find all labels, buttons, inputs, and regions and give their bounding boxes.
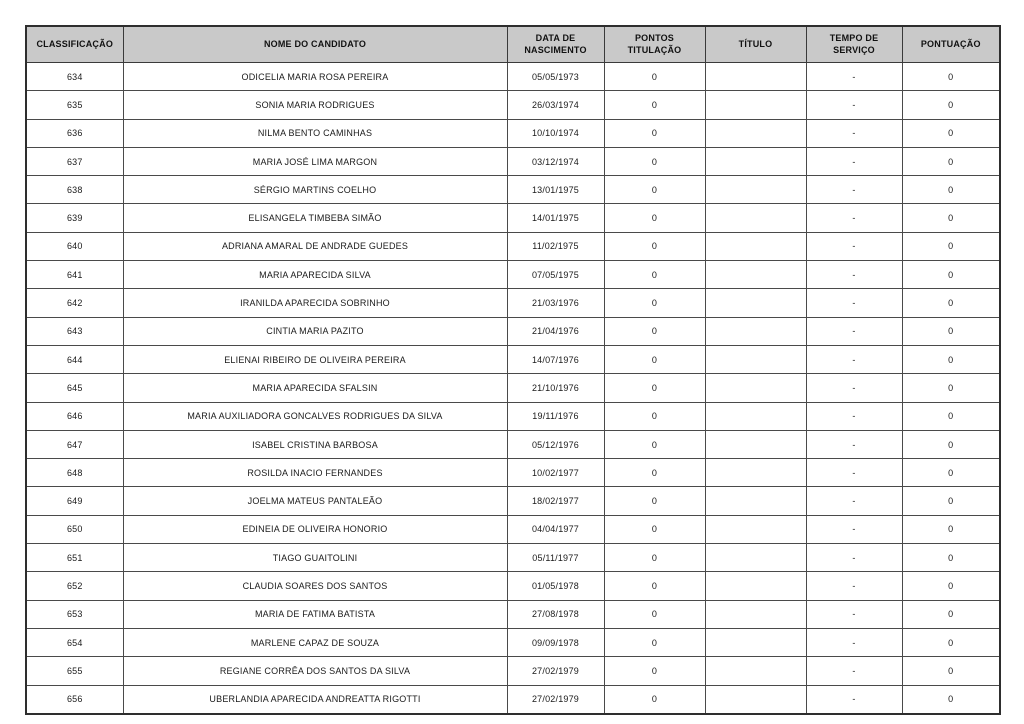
cell-pontuacao: 0 [902, 657, 1000, 685]
cell-pontuacao: 0 [902, 487, 1000, 515]
table-row [26, 430, 1000, 458]
cell-titulo [705, 176, 806, 204]
table-row [26, 91, 1000, 119]
cell-tempo-servico: - [806, 204, 902, 232]
table-row [26, 628, 1000, 656]
cell-nome: SÉRGIO MARTINS COELHO [123, 176, 507, 204]
cell-nascimento: 27/08/1978 [507, 600, 604, 628]
cell-nome: SONIA MARIA RODRIGUES [123, 91, 507, 119]
cell-nascimento: 19/11/1976 [507, 402, 604, 430]
cell-titulo [705, 544, 806, 572]
cell-titulo [705, 572, 806, 600]
cell-nascimento: 05/12/1976 [507, 430, 604, 458]
table-row [26, 572, 1000, 600]
cell-pontuacao: 0 [902, 261, 1000, 289]
cell-pontos-titulacao: 0 [604, 402, 705, 430]
cell-pontos-titulacao: 0 [604, 147, 705, 175]
table-row [26, 147, 1000, 175]
cell-nascimento: 14/07/1976 [507, 345, 604, 373]
cell-nome: UBERLANDIA APARECIDA ANDREATTA RIGOTTI [123, 685, 507, 714]
cell-nascimento: 14/01/1975 [507, 204, 604, 232]
cell-nome: ELISANGELA TIMBEBA SIMÃO [123, 204, 507, 232]
table-row [26, 515, 1000, 543]
cell-nome: JOELMA MATEUS PANTALEÃO [123, 487, 507, 515]
cell-pontuacao: 0 [902, 572, 1000, 600]
cell-tempo-servico: - [806, 459, 902, 487]
table-row [26, 374, 1000, 402]
cell-pontos-titulacao: 0 [604, 544, 705, 572]
cell-tempo-servico: - [806, 119, 902, 147]
cell-tempo-servico: - [806, 544, 902, 572]
cell-nascimento: 01/05/1978 [507, 572, 604, 600]
cell-titulo [705, 63, 806, 91]
cell-titulo [705, 317, 806, 345]
cell-classificacao: 648 [26, 459, 123, 487]
cell-nascimento: 27/02/1979 [507, 657, 604, 685]
cell-pontuacao: 0 [902, 119, 1000, 147]
cell-pontos-titulacao: 0 [604, 261, 705, 289]
table-row [26, 119, 1000, 147]
table-row [26, 289, 1000, 317]
cell-classificacao: 640 [26, 232, 123, 260]
cell-nascimento: 18/02/1977 [507, 487, 604, 515]
cell-pontuacao: 0 [902, 317, 1000, 345]
header-classificacao: CLASSIFICAÇÃO [26, 26, 123, 63]
cell-pontos-titulacao: 0 [604, 289, 705, 317]
table-row [26, 317, 1000, 345]
cell-nascimento: 21/04/1976 [507, 317, 604, 345]
cell-nome: EDINEIA DE OLIVEIRA HONORIO [123, 515, 507, 543]
cell-pontos-titulacao: 0 [604, 176, 705, 204]
cell-titulo [705, 430, 806, 458]
cell-nascimento: 04/04/1977 [507, 515, 604, 543]
cell-tempo-servico: - [806, 600, 902, 628]
cell-classificacao: 647 [26, 430, 123, 458]
table-row [26, 204, 1000, 232]
cell-classificacao: 644 [26, 345, 123, 373]
cell-nome: ELIENAI RIBEIRO DE OLIVEIRA PEREIRA [123, 345, 507, 373]
table-row [26, 402, 1000, 430]
cell-tempo-servico: - [806, 176, 902, 204]
table-header [26, 26, 1000, 63]
cell-pontuacao: 0 [902, 176, 1000, 204]
cell-tempo-servico: - [806, 515, 902, 543]
table-row [26, 232, 1000, 260]
cell-titulo [705, 374, 806, 402]
cell-pontos-titulacao: 0 [604, 63, 705, 91]
cell-nome: MARIA DE FATIMA BATISTA [123, 600, 507, 628]
cell-pontuacao: 0 [902, 63, 1000, 91]
cell-classificacao: 634 [26, 63, 123, 91]
cell-pontuacao: 0 [902, 204, 1000, 232]
cell-titulo [705, 261, 806, 289]
cell-nascimento: 07/05/1975 [507, 261, 604, 289]
cell-pontuacao: 0 [902, 459, 1000, 487]
cell-titulo [705, 345, 806, 373]
cell-classificacao: 646 [26, 402, 123, 430]
cell-tempo-servico: - [806, 345, 902, 373]
cell-tempo-servico: - [806, 685, 902, 714]
cell-pontuacao: 0 [902, 232, 1000, 260]
cell-pontos-titulacao: 0 [604, 685, 705, 714]
cell-tempo-servico: - [806, 289, 902, 317]
cell-classificacao: 656 [26, 685, 123, 714]
cell-classificacao: 641 [26, 261, 123, 289]
cell-nome: ROSILDA INACIO FERNANDES [123, 459, 507, 487]
cell-pontos-titulacao: 0 [604, 600, 705, 628]
cell-pontos-titulacao: 0 [604, 204, 705, 232]
cell-classificacao: 654 [26, 628, 123, 656]
cell-nome: ISABEL CRISTINA BARBOSA [123, 430, 507, 458]
cell-classificacao: 639 [26, 204, 123, 232]
cell-tempo-servico: - [806, 63, 902, 91]
cell-pontuacao: 0 [902, 345, 1000, 373]
cell-nascimento: 05/11/1977 [507, 544, 604, 572]
cell-classificacao: 645 [26, 374, 123, 402]
cell-titulo [705, 91, 806, 119]
cell-titulo [705, 204, 806, 232]
header-nome-do-candidato: NOME DO CANDIDATO [123, 26, 507, 63]
cell-titulo [705, 628, 806, 656]
cell-pontuacao: 0 [902, 430, 1000, 458]
cell-tempo-servico: - [806, 317, 902, 345]
cell-tempo-servico: - [806, 572, 902, 600]
cell-classificacao: 649 [26, 487, 123, 515]
cell-tempo-servico: - [806, 147, 902, 175]
cell-pontos-titulacao: 0 [604, 119, 705, 147]
cell-pontos-titulacao: 0 [604, 487, 705, 515]
cell-pontuacao: 0 [902, 628, 1000, 656]
cell-pontuacao: 0 [902, 685, 1000, 714]
header-titulo: TÍTULO [705, 26, 806, 63]
cell-nascimento: 09/09/1978 [507, 628, 604, 656]
cell-classificacao: 637 [26, 147, 123, 175]
table-row [26, 261, 1000, 289]
table-row [26, 600, 1000, 628]
cell-titulo [705, 459, 806, 487]
cell-nascimento: 26/03/1974 [507, 91, 604, 119]
cell-tempo-servico: - [806, 628, 902, 656]
table-row [26, 544, 1000, 572]
table-row [26, 657, 1000, 685]
cell-nascimento: 21/03/1976 [507, 289, 604, 317]
cell-classificacao: 652 [26, 572, 123, 600]
cell-nome: MARIA JOSÉ LIMA MARGON [123, 147, 507, 175]
cell-titulo [705, 119, 806, 147]
cell-nome: ODICELIA MARIA ROSA PEREIRA [123, 63, 507, 91]
header-pontos-titulacao: PONTOS TITULAÇÃO [604, 26, 705, 63]
cell-nascimento: 13/01/1975 [507, 176, 604, 204]
cell-nome: ADRIANA AMARAL DE ANDRADE GUEDES [123, 232, 507, 260]
cell-classificacao: 650 [26, 515, 123, 543]
cell-tempo-servico: - [806, 232, 902, 260]
cell-tempo-servico: - [806, 402, 902, 430]
cell-pontos-titulacao: 0 [604, 91, 705, 119]
cell-pontos-titulacao: 0 [604, 374, 705, 402]
cell-tempo-servico: - [806, 487, 902, 515]
cell-titulo [705, 402, 806, 430]
cell-pontuacao: 0 [902, 544, 1000, 572]
cell-nascimento: 27/02/1979 [507, 685, 604, 714]
cell-tempo-servico: - [806, 91, 902, 119]
cell-classificacao: 636 [26, 119, 123, 147]
header-tempo-de-servico: TEMPO DE SERVIÇO [806, 26, 902, 63]
cell-pontuacao: 0 [902, 600, 1000, 628]
cell-tempo-servico: - [806, 430, 902, 458]
table-row [26, 176, 1000, 204]
cell-nascimento: 11/02/1975 [507, 232, 604, 260]
cell-titulo [705, 289, 806, 317]
cell-nome: CLAUDIA SOARES DOS SANTOS [123, 572, 507, 600]
cell-tempo-servico: - [806, 657, 902, 685]
cell-pontuacao: 0 [902, 147, 1000, 175]
table-row [26, 685, 1000, 714]
candidates-table [25, 25, 1001, 715]
table-row [26, 459, 1000, 487]
cell-nome: IRANILDA APARECIDA SOBRINHO [123, 289, 507, 317]
cell-tempo-servico: - [806, 261, 902, 289]
cell-pontos-titulacao: 0 [604, 515, 705, 543]
cell-pontos-titulacao: 0 [604, 572, 705, 600]
cell-nome: MARIA APARECIDA SFALSIN [123, 374, 507, 402]
cell-nome: MARIA AUXILIADORA GONCALVES RODRIGUES DA SILVA [123, 402, 507, 430]
cell-pontuacao: 0 [902, 402, 1000, 430]
cell-pontos-titulacao: 0 [604, 430, 705, 458]
cell-nome: MARIA APARECIDA SILVA [123, 261, 507, 289]
cell-pontos-titulacao: 0 [604, 232, 705, 260]
header-row [26, 26, 1000, 63]
cell-nome: TIAGO GUAITOLINI [123, 544, 507, 572]
cell-nome: MARLENE CAPAZ DE SOUZA [123, 628, 507, 656]
cell-titulo [705, 487, 806, 515]
cell-tempo-servico: - [806, 374, 902, 402]
cell-pontuacao: 0 [902, 374, 1000, 402]
cell-pontuacao: 0 [902, 91, 1000, 119]
cell-pontos-titulacao: 0 [604, 345, 705, 373]
cell-classificacao: 635 [26, 91, 123, 119]
cell-classificacao: 653 [26, 600, 123, 628]
cell-pontos-titulacao: 0 [604, 317, 705, 345]
cell-classificacao: 643 [26, 317, 123, 345]
cell-pontuacao: 0 [902, 515, 1000, 543]
table-row [26, 63, 1000, 91]
cell-nascimento: 21/10/1976 [507, 374, 604, 402]
cell-classificacao: 638 [26, 176, 123, 204]
cell-nascimento: 05/05/1973 [507, 63, 604, 91]
cell-titulo [705, 685, 806, 714]
cell-titulo [705, 515, 806, 543]
cell-pontuacao: 0 [902, 289, 1000, 317]
cell-titulo [705, 600, 806, 628]
cell-classificacao: 642 [26, 289, 123, 317]
header-pontuacao: PONTUAÇÃO [902, 26, 1000, 63]
cell-nascimento: 10/02/1977 [507, 459, 604, 487]
cell-classificacao: 655 [26, 657, 123, 685]
cell-nome: NILMA BENTO CAMINHAS [123, 119, 507, 147]
cell-pontos-titulacao: 0 [604, 459, 705, 487]
cell-pontos-titulacao: 0 [604, 628, 705, 656]
cell-nascimento: 03/12/1974 [507, 147, 604, 175]
cell-pontos-titulacao: 0 [604, 657, 705, 685]
cell-titulo [705, 147, 806, 175]
cell-nome: CINTIA MARIA PAZITO [123, 317, 507, 345]
header-data-de-nascimento: DATA DE NASCIMENTO [507, 26, 604, 63]
table-body [26, 63, 1000, 714]
table-row [26, 487, 1000, 515]
table-row [26, 345, 1000, 373]
cell-classificacao: 651 [26, 544, 123, 572]
cell-titulo [705, 657, 806, 685]
cell-titulo [705, 232, 806, 260]
cell-nome: REGIANE CORRÊA DOS SANTOS DA SILVA [123, 657, 507, 685]
cell-nascimento: 10/10/1974 [507, 119, 604, 147]
